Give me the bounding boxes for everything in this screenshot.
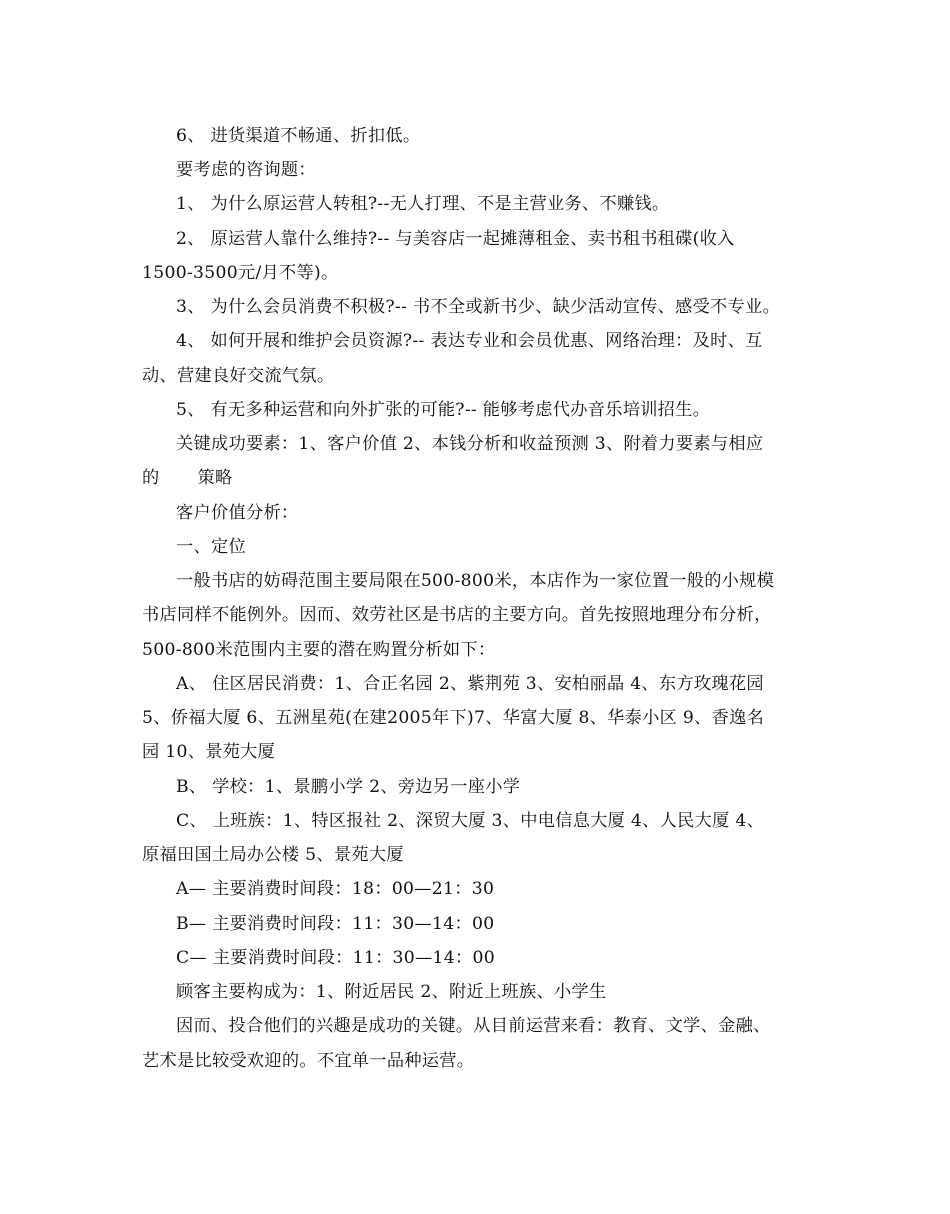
key-success-factors-continued: 的 策略 xyxy=(142,468,233,488)
time-slot-a: A— 主要消费时间段：18：00—21：30 xyxy=(176,879,495,899)
paragraph-positioning-line-3: 500-800米范围内主要的潜在购置分析如下： xyxy=(142,640,496,660)
question-4-continued: 动、营建良好交流气氛。 xyxy=(142,366,335,386)
residents-list-continued-2: 园 10、景苑大厦 xyxy=(142,742,276,762)
question-5: 5、 有无多种运营和向外扩张的可能?-- 能够考虑代办音乐培训招生。 xyxy=(176,400,711,420)
customer-composition: 顾客主要构成为：1、附近居民 2、附近上班族、小学生 xyxy=(176,982,607,1002)
question-1: 1、 为什么原运营人转租?--无人打理、不是主营业务、不赚钱。 xyxy=(176,194,670,214)
residents-list: A、 住区居民消费：1、合正名园 2、紫荆苑 3、安柏丽晶 4、东方玫瑰花园 xyxy=(176,674,764,694)
office-workers-list: C、 上班族：1、特区报社 2、深贸大厦 3、中电信息大厦 4、人民大厦 4、 xyxy=(176,811,765,831)
section-heading-questions: 要考虑的咨询题： xyxy=(176,160,316,180)
schools-list: B、 学校：1、景鹏小学 2、旁边另一座小学 xyxy=(176,777,521,797)
paragraph-positioning-line-1: 一般书店的妨碍范围主要局限在500-800米，本店作为一家位置一般的小规模 xyxy=(176,571,775,591)
conclusion-line-2: 艺术是比较受欢迎的。不宜单一品种运营。 xyxy=(142,1051,475,1071)
time-slot-c: C— 主要消费时间段：11：30—14：00 xyxy=(176,948,495,968)
section-heading-positioning: 一、定位 xyxy=(176,537,246,557)
residents-list-continued-1: 5、侨福大厦 6、五洲星苑(在建2005年下)7、华富大厦 8、华泰小区 9、香逸名 xyxy=(142,708,765,728)
question-2-continued: 1500-3500元/月不等)。 xyxy=(142,263,339,283)
section-heading-customer-value: 客户价值分析： xyxy=(176,503,299,523)
conclusion-line-1: 因而、投合他们的兴趣是成功的关键。从目前运营来看：教育、文学、金融、 xyxy=(176,1016,771,1036)
list-item-6: 6、 进货渠道不畅通、折扣低。 xyxy=(176,126,421,146)
question-3: 3、 为什么会员消费不积极?-- 书不全或新书少、缺少活动宣传、感受不专业。 xyxy=(176,297,781,317)
key-success-factors: 关键成功要素：1、客户价值 2、本钱分析和收益预测 3、附着力要素与相应 xyxy=(176,434,764,454)
question-4: 4、 如何开展和维护会员资源?-- 表达专业和会员优惠、网络治理：及时、互 xyxy=(176,331,763,351)
time-slot-b: B— 主要消费时间段：11：30—14：00 xyxy=(176,914,495,934)
office-workers-list-continued: 原福田国土局办公楼 5、景苑大厦 xyxy=(142,845,404,865)
question-2: 2、 原运营人靠什么维持?-- 与美容店一起摊薄租金、卖书租书租碟(收入 xyxy=(176,229,735,249)
paragraph-positioning-line-2: 书店同样不能例外。因而、效劳社区是书店的主要方向。首先按照地理分布分析， xyxy=(142,605,772,625)
